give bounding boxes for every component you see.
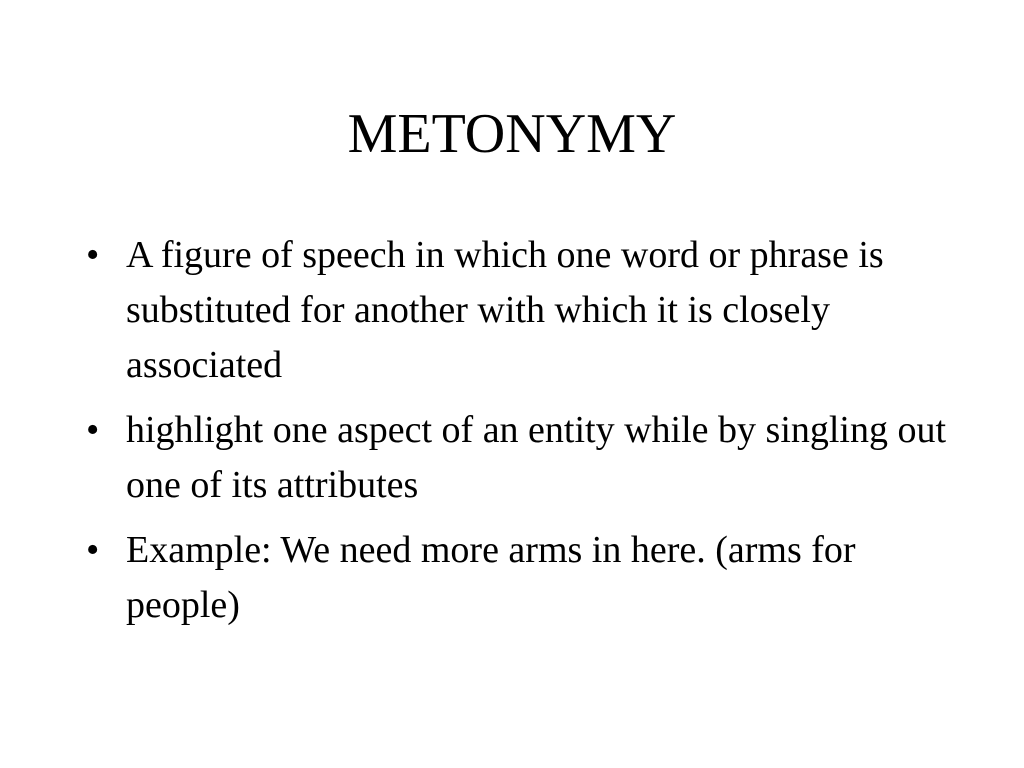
bullet-text: Example: We need more arms in here. (arms for people)	[126, 529, 856, 626]
list-item	[86, 523, 966, 633]
bullet-text: A figure of speech in which one word or phrase is substituted for another with which it is closely associated	[126, 234, 884, 386]
slide-title: METONYMY	[347, 103, 677, 165]
bullet-text: highlight one aspect of an entity while by singling out one of its attributes	[126, 409, 947, 506]
bullet-list	[86, 228, 966, 643]
list-item	[86, 403, 966, 513]
bullet-marker: •	[86, 529, 100, 571]
bullet-marker: •	[86, 409, 100, 451]
list-item	[86, 228, 966, 393]
bullet-marker: •	[86, 234, 100, 276]
